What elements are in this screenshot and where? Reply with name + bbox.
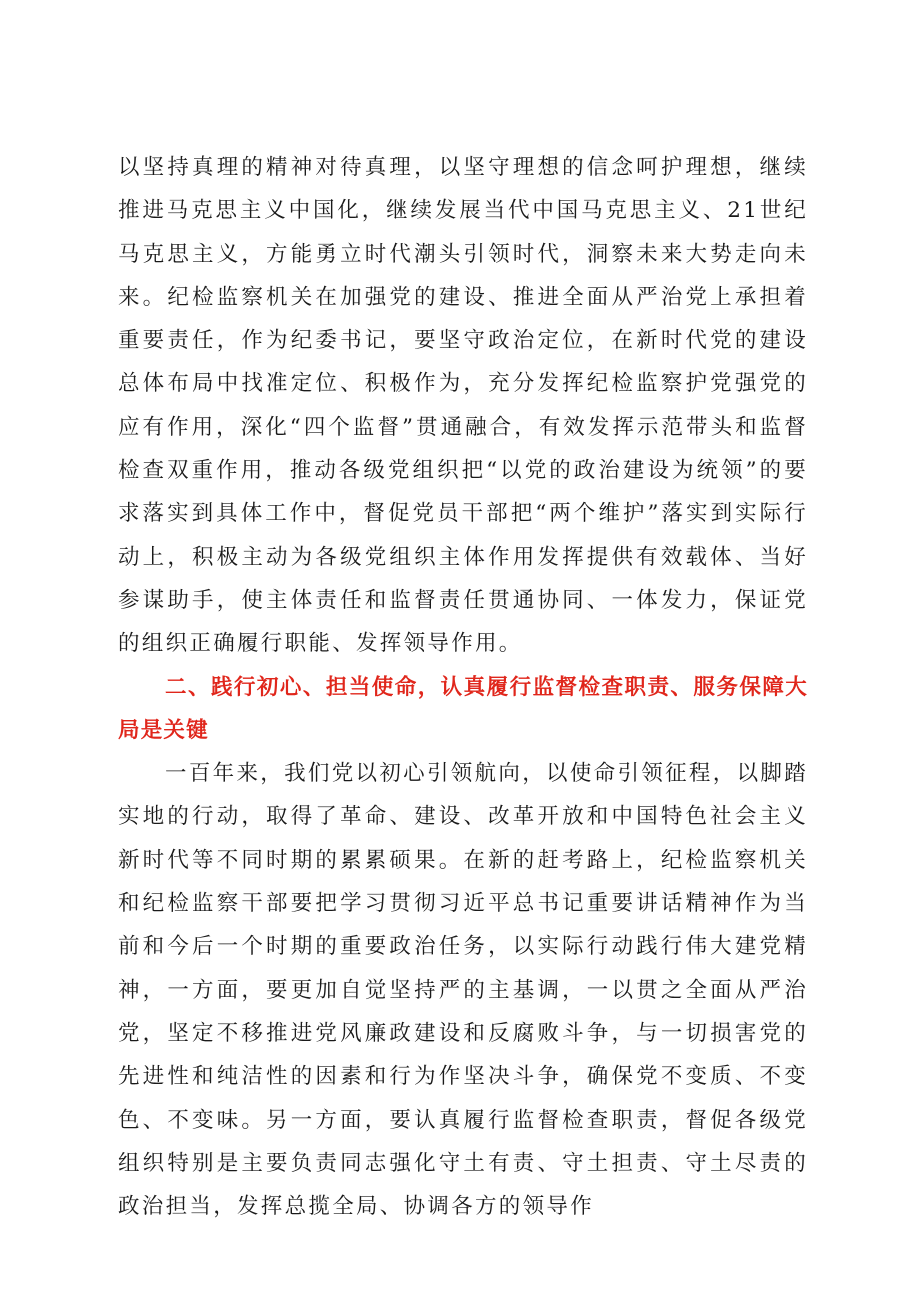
body-paragraph: 以坚持真理的精神对待真理，以坚守理想的信念呵护理想，继续推进马克思主义中国化，继续发展当代中国马克思主义、21世纪马克思主义，方能勇立时代潮头引领时代，洞察未来大势走向未来。纪检监察机关在加强党的建设、推进全面从严治党上承担着重要责任，作为纪委书记，要坚守政治定位，在新时代党的建设总体布局中找准定位、积极作为，充分发挥纪检监察护党强党的应有作用，深化“四个监督”贯通融合，有效发挥示范带头和监督检查双重作用，推动各级党组织把“以党的政治建设为统领”的要求落实到具体工作中，督促党员干部把“两个维护”落实到实际行动上，积极主动为各级党组织主体作用发挥提供有效载体、当好参谋助手，使主体责任和监督责任贯通协同、一体发力，保证党的组织正确履行职能、发挥领导作用。	[118, 155, 808, 657]
document-page	[118, 146, 808, 1228]
section-heading: 二、践行初心、担当使命，认真履行监督检查职责、服务保障大局是关键	[118, 674, 808, 743]
body-paragraph: 一百年来，我们党以初心引领航向，以使命引领征程，以脚踏实地的行动，取得了革命、建设、改革开放和中国特色社会主义新时代等不同时期的累累硕果。在新的赶考路上，纪检监察机关和纪检监察干部要把学习贯彻习近平总书记重要讲话精神作为当前和今后一个时期的重要政治任务，以实际行动践行伟大建党精神，一方面，要更加自觉坚持严的主基调，一以贯之全面从严治党，坚定不移推进党风廉政建设和反腐败斗争，与一切损害党的先进性和纯洁性的因素和行为作坚决斗争，确保党不变质、不变色、不变味。另一方面，要认真履行监督检查职责，督促各级党组织特别是主要负责同志强化守土有责、守土担责、守土尽责的政治担当，发挥总揽全局、协调各方的领导作	[118, 761, 808, 1220]
